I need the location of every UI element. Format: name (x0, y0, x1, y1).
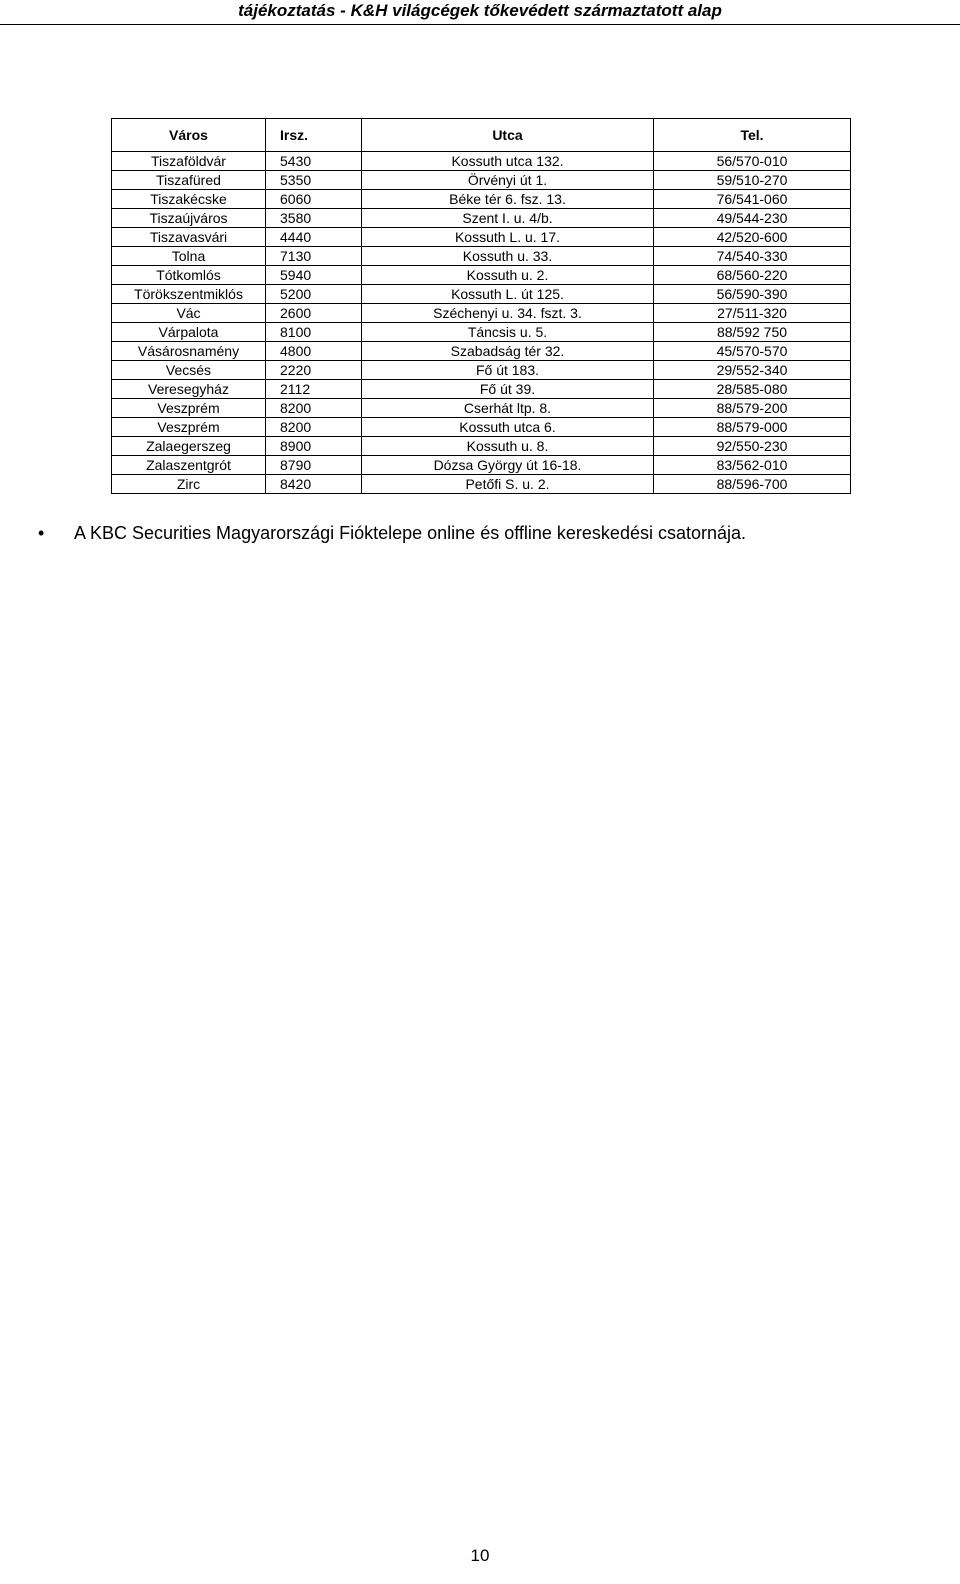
cell-tel: 56/570-010 (654, 152, 851, 171)
cell-zip: 8200 (266, 399, 362, 418)
column-header-city: Város (112, 119, 266, 152)
table-row (112, 152, 851, 171)
cell-zip: 8200 (266, 418, 362, 437)
cell-city: Várpalota (112, 323, 266, 342)
cell-zip: 5430 (266, 152, 362, 171)
cell-tel: 56/590-390 (654, 285, 851, 304)
cell-tel: 68/560-220 (654, 266, 851, 285)
table-row (112, 437, 851, 456)
cell-tel: 27/511-320 (654, 304, 851, 323)
cell-tel: 42/520-600 (654, 228, 851, 247)
cell-city: Zalaszentgrót (112, 456, 266, 475)
cell-tel: 29/552-340 (654, 361, 851, 380)
table-row (112, 247, 851, 266)
table-row (112, 190, 851, 209)
table-row (112, 228, 851, 247)
cell-zip: 5200 (266, 285, 362, 304)
cell-tel: 88/579-200 (654, 399, 851, 418)
cell-street: Kossuth L. u. 17. (362, 228, 654, 247)
cell-city: Tolna (112, 247, 266, 266)
cell-street: Kossuth utca 6. (362, 418, 654, 437)
cell-tel: 88/592 750 (654, 323, 851, 342)
table-body (112, 152, 851, 494)
table-row (112, 266, 851, 285)
cell-zip: 5940 (266, 266, 362, 285)
cell-street: Örvényi út 1. (362, 171, 654, 190)
column-header-zip: Irsz. (266, 119, 362, 152)
cell-city: Vásárosnamény (112, 342, 266, 361)
cell-zip: 2220 (266, 361, 362, 380)
bullet-item (38, 522, 938, 546)
cell-city: Vecsés (112, 361, 266, 380)
table-row (112, 475, 851, 494)
bullet-icon: • (38, 523, 45, 543)
cell-zip: 2112 (266, 380, 362, 399)
cell-zip: 6060 (266, 190, 362, 209)
cell-street: Fő út 39. (362, 380, 654, 399)
cell-zip: 4440 (266, 228, 362, 247)
table-row (112, 456, 851, 475)
cell-city: Zirc (112, 475, 266, 494)
cell-tel: 45/570-570 (654, 342, 851, 361)
cell-street: Kossuth L. út 125. (362, 285, 654, 304)
page-header-title: tájékoztatás - K&H világcégek tőkevédett származtatott alap (238, 1, 722, 20)
cell-tel: 49/544-230 (654, 209, 851, 228)
cell-street: Táncsis u. 5. (362, 323, 654, 342)
cell-street: Szent I. u. 4/b. (362, 209, 654, 228)
bullet-text: A KBC Securities Magyarországi Fióktelepe online és offline kereskedési csatornája. (74, 523, 747, 543)
table-row (112, 285, 851, 304)
table-row (112, 380, 851, 399)
cell-zip: 4800 (266, 342, 362, 361)
cell-city: Tiszakécske (112, 190, 266, 209)
page-header (0, 0, 960, 25)
cell-street: Kossuth u. 8. (362, 437, 654, 456)
cell-tel: 28/585-080 (654, 380, 851, 399)
cell-city: Tiszavasvári (112, 228, 266, 247)
cell-street: Kossuth utca 132. (362, 152, 654, 171)
column-header-tel: Tel. (654, 119, 851, 152)
table-row (112, 304, 851, 323)
cell-tel: 88/596-700 (654, 475, 851, 494)
cell-city: Veresegyház (112, 380, 266, 399)
cell-zip: 8900 (266, 437, 362, 456)
cell-street: Kossuth u. 2. (362, 266, 654, 285)
cell-street: Fő út 183. (362, 361, 654, 380)
cell-tel: 83/562-010 (654, 456, 851, 475)
cell-city: Tótkomlós (112, 266, 266, 285)
table-row (112, 171, 851, 190)
cell-city: Tiszaföldvár (112, 152, 266, 171)
cell-street: Széchenyi u. 34. fszt. 3. (362, 304, 654, 323)
cell-tel: 74/540-330 (654, 247, 851, 266)
cell-zip: 8100 (266, 323, 362, 342)
cell-street: Béke tér 6. fsz. 13. (362, 190, 654, 209)
cell-city: Tiszaújváros (112, 209, 266, 228)
table-row (112, 342, 851, 361)
cell-zip: 2600 (266, 304, 362, 323)
cell-street: Petőfi S. u. 2. (362, 475, 654, 494)
cell-zip: 3580 (266, 209, 362, 228)
cell-street: Kossuth u. 33. (362, 247, 654, 266)
table-row (112, 209, 851, 228)
column-header-street: Utca (362, 119, 654, 152)
cell-street: Szabadság tér 32. (362, 342, 654, 361)
cell-zip: 7130 (266, 247, 362, 266)
cell-city: Törökszentmiklós (112, 285, 266, 304)
cell-tel: 88/579-000 (654, 418, 851, 437)
cell-city: Veszprém (112, 399, 266, 418)
table-row (112, 418, 851, 437)
table-header-row (112, 119, 851, 152)
table-row (112, 399, 851, 418)
cell-street: Cserhát ltp. 8. (362, 399, 654, 418)
branch-table (111, 118, 851, 494)
cell-city: Vác (112, 304, 266, 323)
table-row (112, 361, 851, 380)
cell-zip: 8790 (266, 456, 362, 475)
table-row (112, 323, 851, 342)
cell-city: Tiszafüred (112, 171, 266, 190)
cell-city: Zalaegerszeg (112, 437, 266, 456)
cell-city: Veszprém (112, 418, 266, 437)
cell-tel: 76/541-060 (654, 190, 851, 209)
cell-tel: 59/510-270 (654, 171, 851, 190)
cell-street: Dózsa György út 16-18. (362, 456, 654, 475)
cell-zip: 8420 (266, 475, 362, 494)
cell-tel: 92/550-230 (654, 437, 851, 456)
cell-zip: 5350 (266, 171, 362, 190)
page-number: 10 (470, 1546, 490, 1565)
